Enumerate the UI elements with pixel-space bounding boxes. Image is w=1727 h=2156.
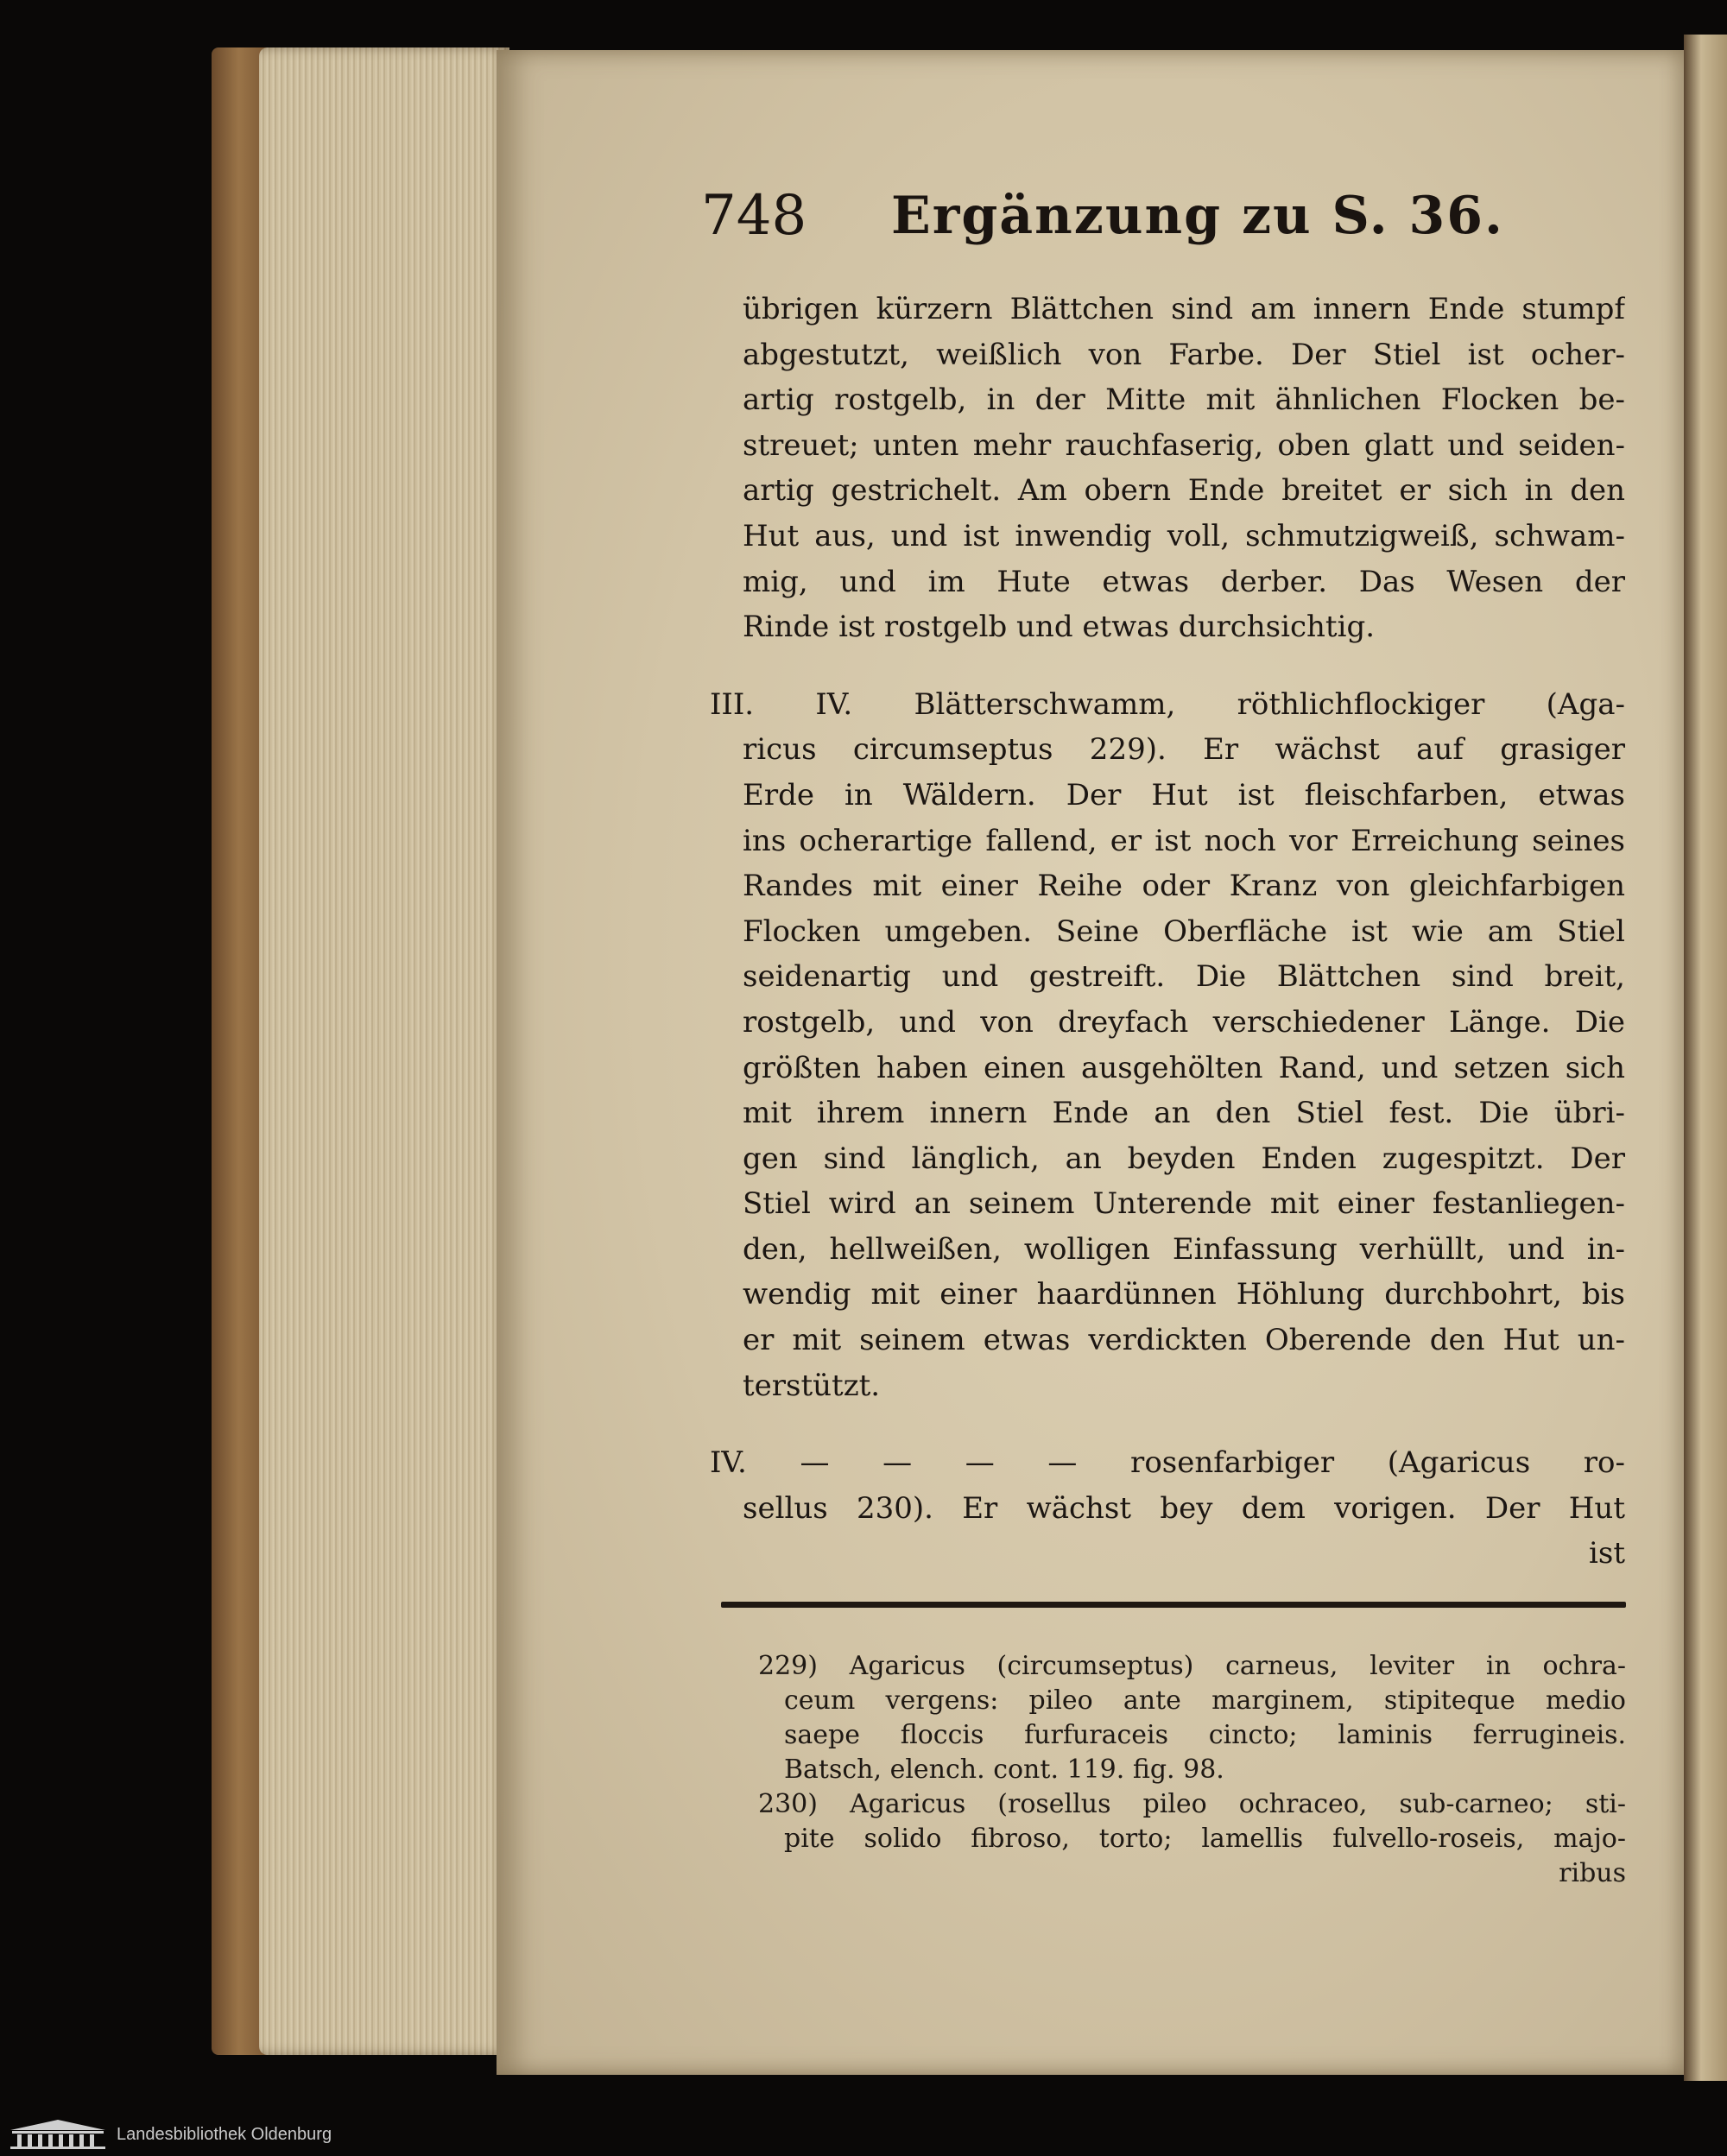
page-edges	[259, 47, 509, 2055]
text-line: abgestutzt, weißlich von Farbe. Der Stiel ist ocher-	[743, 337, 1625, 372]
footnote-line: ceum vergens: pileo ante marginem, stipiteque medio	[784, 1685, 1626, 1716]
footnote-rule	[721, 1602, 1626, 1608]
text-line: mit ihrem innern Ende an den Stiel fest. Die übri-	[743, 1096, 1625, 1131]
text-line: er mit seinem etwas verdickten Oberende den Hut un-	[743, 1323, 1625, 1358]
footnote-line: Batsch, elench. cont. 119. fig. 98.	[784, 1755, 1224, 1785]
text-line-entry-start: IV. — — — — rosenfarbiger (Agaricus ro-	[710, 1445, 1625, 1481]
text-line: den, hellweißen, wolligen Einfassung verhüllt, und in-	[743, 1231, 1625, 1267]
text-line: Randes mit einer Reihe oder Kranz von gleichfarbigen	[743, 869, 1625, 904]
text-line: terstützt.	[743, 1368, 881, 1403]
facing-page-edge	[1684, 35, 1727, 2081]
text-line: Erde in Wäldern. Der Hut ist fleischfarben, etwas	[743, 777, 1625, 812]
footnote-line: 229) Agaricus (circumseptus) carneus, leviter in ochra-	[758, 1651, 1626, 1681]
catchword: ist	[1589, 1536, 1625, 1571]
text-line: ricus circumseptus 229). Er wächst auf grasiger	[743, 732, 1625, 768]
library-building-icon	[7, 2118, 109, 2151]
footnote-line: pite solido fibroso, torto; lamellis fulvello-roseis, majo-	[784, 1824, 1626, 1854]
running-head: Ergänzung zu S. 36.	[891, 186, 1504, 246]
library-footer	[0, 2113, 1727, 2156]
text-line: sellus 230). Er wächst bey dem vorigen. Der Hut	[743, 1490, 1625, 1526]
text-line: größten haben einen ausgehölten Rand, und setzen sich	[743, 1050, 1625, 1085]
page-number: 748	[701, 184, 807, 248]
text-line-entry-start: III. IV. Blätterschwamm, röthlichflockiger (Aga-	[710, 686, 1625, 722]
text-line: artig gestrichelt. Am obern Ende breitet er sich in den	[743, 473, 1625, 509]
footnote-catchword: ribus	[1559, 1858, 1626, 1888]
text-line: Stiel wird an seinem Unterende mit einer festanliegen-	[743, 1186, 1625, 1222]
text-line: übrigen kürzern Blättchen sind am innern Ende stumpf	[743, 292, 1625, 326]
text-line: ins ocherartige fallend, er ist noch vor Erreichung seines	[743, 823, 1625, 858]
text-line: mig, und im Hute etwas derber. Das Wesen der	[743, 564, 1625, 599]
text-line: artig rostgelb, in der Mitte mit ähnlichen Flocken be-	[743, 383, 1625, 418]
text-line: wendig mit einer haardünnen Höhlung durchbohrt, bis	[743, 1277, 1625, 1312]
text-line: Rinde ist rostgelb und etwas durchsichtig.	[743, 610, 1376, 645]
text-line: Flocken umgeben. Seine Oberfläche ist wie am Stiel	[743, 914, 1625, 949]
library-name: Landesbibliothek Oldenburg	[117, 2125, 332, 2144]
footnotes	[758, 1649, 1626, 1891]
text-line: Hut aus, und ist inwendig voll, schmutzigweiß, schwam-	[743, 518, 1625, 553]
text-line: rostgelb, und von dreyfach verschiedener Länge. Die	[743, 1004, 1625, 1040]
body-text	[710, 287, 1625, 1577]
text-line: seidenartig und gestreift. Die Blättchen sind breit,	[743, 959, 1625, 995]
text-line: gen sind länglich, an beyden Enden zugespitzt. Der	[743, 1141, 1625, 1176]
page-header	[701, 177, 1625, 255]
footnote-line: 230) Agaricus (rosellus pileo ochraceo, sub-carneo; sti-	[758, 1789, 1626, 1819]
footnote-line: saepe floccis furfuraceis cincto; laminis ferrugineis.	[784, 1720, 1626, 1750]
text-line: streuet; unten mehr rauchfaserig, oben glatt und seiden-	[743, 427, 1625, 463]
